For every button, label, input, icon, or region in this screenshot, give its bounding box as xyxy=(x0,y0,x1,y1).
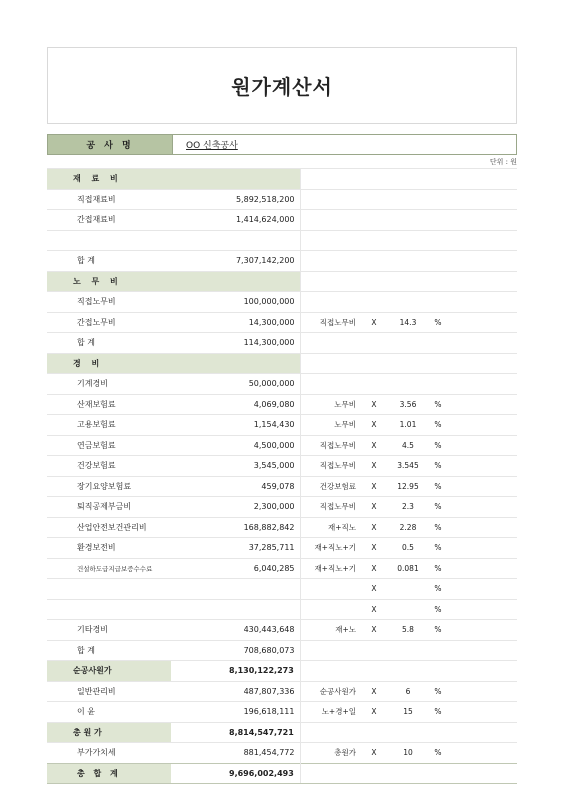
basis-cell[interactable]: 재+직노+기 xyxy=(300,558,360,579)
blank-cell xyxy=(448,415,517,436)
multiply-cell[interactable]: X xyxy=(360,579,388,600)
amount-cell[interactable] xyxy=(171,230,300,251)
project-row xyxy=(47,134,517,155)
table-row xyxy=(47,743,517,764)
table-row xyxy=(47,394,517,415)
percent-cell[interactable]: % xyxy=(428,743,448,764)
multiply-cell[interactable] xyxy=(360,640,388,661)
amount-cell[interactable]: 168,882,842 xyxy=(171,517,300,538)
basis-cell[interactable]: 재+노 xyxy=(300,620,360,641)
rate-cell[interactable]: 1.01 xyxy=(388,415,428,436)
percent-cell[interactable]: % xyxy=(428,415,448,436)
item-name[interactable]: 순공사원가 xyxy=(47,661,171,682)
blank-cell xyxy=(448,517,517,538)
amount-cell[interactable]: 708,680,073 xyxy=(171,640,300,661)
section-header-row xyxy=(47,169,517,190)
amount-cell[interactable]: 8,814,547,721 xyxy=(171,722,300,743)
blank-cell xyxy=(448,497,517,518)
amount-cell[interactable]: 881,454,772 xyxy=(171,743,300,764)
blank-cell xyxy=(448,271,517,292)
multiply-cell[interactable] xyxy=(360,374,388,395)
multiply-cell[interactable]: X xyxy=(360,702,388,723)
table-row xyxy=(47,476,517,497)
percent-cell[interactable]: % xyxy=(428,456,448,477)
title-box xyxy=(47,47,517,124)
basis-cell[interactable] xyxy=(300,333,360,354)
table-row xyxy=(47,517,517,538)
amount-cell[interactable]: 37,285,711 xyxy=(171,538,300,559)
item-name[interactable]: 합 계 xyxy=(47,333,171,354)
item-name[interactable]: 총 합 계 xyxy=(47,763,171,784)
table-row xyxy=(47,292,517,313)
multiply-cell[interactable]: X xyxy=(360,558,388,579)
basis-cell[interactable]: 재+직노 xyxy=(300,517,360,538)
percent-cell[interactable]: % xyxy=(428,312,448,333)
item-name[interactable]: 간접재료비 xyxy=(47,210,171,231)
item-name[interactable]: 간접노무비 xyxy=(47,312,171,333)
basis-cell[interactable] xyxy=(300,374,360,395)
item-name[interactable]: 기계경비 xyxy=(47,374,171,395)
blank-cell xyxy=(448,312,517,333)
basis-cell[interactable] xyxy=(300,353,360,374)
rate-cell[interactable] xyxy=(388,579,428,600)
unit-note: 단위 : 원 xyxy=(489,158,517,166)
rate-cell[interactable]: 10 xyxy=(388,743,428,764)
rate-cell[interactable]: 0.5 xyxy=(388,538,428,559)
multiply-cell[interactable]: X xyxy=(360,620,388,641)
amount-cell[interactable]: 1,154,430 xyxy=(171,415,300,436)
multiply-cell[interactable] xyxy=(360,251,388,272)
blank-cell xyxy=(448,292,517,313)
table-row xyxy=(47,620,517,641)
blank-cell xyxy=(448,640,517,661)
basis-cell[interactable] xyxy=(300,169,360,190)
item-name[interactable]: 노 무 비 xyxy=(47,271,171,292)
multiply-cell[interactable]: X xyxy=(360,599,388,620)
basis-cell[interactable] xyxy=(300,640,360,661)
basis-cell[interactable]: 총원가 xyxy=(300,743,360,764)
rate-cell[interactable] xyxy=(388,722,428,743)
blank-cell xyxy=(448,763,517,784)
basis-cell[interactable]: 순공사원가 xyxy=(300,681,360,702)
rate-cell[interactable] xyxy=(388,640,428,661)
rate-cell[interactable] xyxy=(388,292,428,313)
amount-cell[interactable]: 50,000,000 xyxy=(171,374,300,395)
basis-cell[interactable]: 재+직노+기 xyxy=(300,538,360,559)
table-row xyxy=(47,189,517,210)
basis-cell[interactable]: 직접노무비 xyxy=(300,435,360,456)
percent-cell[interactable]: % xyxy=(428,435,448,456)
basis-cell[interactable] xyxy=(300,230,360,251)
basis-cell[interactable]: 건강보험료 xyxy=(300,476,360,497)
amount-cell[interactable]: 487,807,336 xyxy=(171,681,300,702)
amount-cell[interactable] xyxy=(171,599,300,620)
rate-cell[interactable]: 3.545 xyxy=(388,456,428,477)
item-name[interactable]: 경 비 xyxy=(47,353,171,374)
multiply-cell[interactable] xyxy=(360,169,388,190)
percent-cell[interactable]: % xyxy=(428,538,448,559)
percent-cell[interactable]: % xyxy=(428,394,448,415)
table-row xyxy=(47,210,517,231)
item-name[interactable]: 기타경비 xyxy=(47,620,171,641)
basis-cell[interactable]: 직접노무비 xyxy=(300,312,360,333)
page-title: 원가계산서 xyxy=(231,75,333,99)
rate-cell[interactable]: 0.081 xyxy=(388,558,428,579)
basis-cell[interactable] xyxy=(300,210,360,231)
cost-table xyxy=(47,168,517,784)
amount-cell[interactable] xyxy=(171,579,300,600)
grand-total-row xyxy=(47,763,517,784)
multiply-cell[interactable] xyxy=(360,722,388,743)
multiply-cell[interactable]: X xyxy=(360,538,388,559)
amount-cell[interactable] xyxy=(171,271,300,292)
item-name[interactable]: 직접재료비 xyxy=(47,189,171,210)
amount-cell[interactable]: 9,696,002,493 xyxy=(171,763,300,784)
basis-cell[interactable] xyxy=(300,599,360,620)
rate-cell[interactable] xyxy=(388,763,428,784)
basis-cell[interactable] xyxy=(300,763,360,784)
rate-cell[interactable] xyxy=(388,271,428,292)
blank-cell xyxy=(448,230,517,251)
multiply-cell[interactable]: X xyxy=(360,497,388,518)
percent-cell[interactable] xyxy=(428,251,448,272)
amount-cell[interactable]: 7,307,142,200 xyxy=(171,251,300,272)
table-row xyxy=(47,374,517,395)
percent-cell[interactable] xyxy=(428,722,448,743)
item-name[interactable]: 합 계 xyxy=(47,640,171,661)
amount-cell[interactable]: 1,414,624,000 xyxy=(171,210,300,231)
blank-cell xyxy=(448,702,517,723)
percent-cell[interactable] xyxy=(428,292,448,313)
amount-cell[interactable]: 14,300,000 xyxy=(171,312,300,333)
table-row xyxy=(47,702,517,723)
basis-cell[interactable] xyxy=(300,251,360,272)
item-name[interactable]: 산재보험료 xyxy=(47,394,171,415)
table-row xyxy=(47,579,517,600)
multiply-cell[interactable]: X xyxy=(360,517,388,538)
rate-cell[interactable] xyxy=(388,230,428,251)
blank-cell xyxy=(448,743,517,764)
basis-cell[interactable] xyxy=(300,661,360,682)
amount-cell[interactable]: 5,892,518,200 xyxy=(171,189,300,210)
basis-cell[interactable]: 노+경+일 xyxy=(300,702,360,723)
blank-cell xyxy=(448,599,517,620)
table-row xyxy=(47,599,517,620)
rate-cell[interactable]: 2.28 xyxy=(388,517,428,538)
item-name[interactable]: 부가가치세 xyxy=(47,743,171,764)
blank-cell xyxy=(448,435,517,456)
subtotal-row xyxy=(47,661,517,682)
multiply-cell[interactable] xyxy=(360,763,388,784)
amount-cell[interactable]: 100,000,000 xyxy=(171,292,300,313)
percent-cell[interactable] xyxy=(428,353,448,374)
item-name[interactable]: 연금보험료 xyxy=(47,435,171,456)
multiply-cell[interactable]: X xyxy=(360,415,388,436)
item-name[interactable]: 환경보전비 xyxy=(47,538,171,559)
table-row xyxy=(47,312,517,333)
amount-cell[interactable]: 114,300,000 xyxy=(171,333,300,354)
item-name[interactable]: 재 료 비 xyxy=(47,169,171,190)
table-row xyxy=(47,456,517,477)
amount-cell[interactable]: 8,130,122,273 xyxy=(171,661,300,682)
multiply-cell[interactable]: X xyxy=(360,394,388,415)
blank-cell xyxy=(448,456,517,477)
subtotal-row xyxy=(47,722,517,743)
multiply-cell[interactable]: X xyxy=(360,476,388,497)
percent-cell[interactable] xyxy=(428,230,448,251)
percent-cell[interactable] xyxy=(428,374,448,395)
basis-cell[interactable] xyxy=(300,271,360,292)
basis-cell[interactable]: 노무비 xyxy=(300,394,360,415)
multiply-cell[interactable] xyxy=(360,189,388,210)
rate-cell[interactable] xyxy=(388,169,428,190)
blank-cell xyxy=(448,681,517,702)
rate-cell[interactable] xyxy=(388,599,428,620)
rate-cell[interactable]: 6 xyxy=(388,681,428,702)
rate-cell[interactable]: 2.3 xyxy=(388,497,428,518)
rate-cell[interactable]: 3.56 xyxy=(388,394,428,415)
table-row xyxy=(47,251,517,272)
section-header-row xyxy=(47,353,517,374)
percent-cell[interactable] xyxy=(428,640,448,661)
percent-cell[interactable]: % xyxy=(428,681,448,702)
multiply-cell[interactable] xyxy=(360,333,388,354)
multiply-cell[interactable]: X xyxy=(360,435,388,456)
amount-cell[interactable]: 6,040,285 xyxy=(171,558,300,579)
multiply-cell[interactable] xyxy=(360,271,388,292)
amount-cell[interactable]: 430,443,648 xyxy=(171,620,300,641)
project-value-cell[interactable] xyxy=(173,135,516,154)
rate-cell[interactable]: 5.8 xyxy=(388,620,428,641)
percent-cell[interactable]: % xyxy=(428,558,448,579)
blank-cell xyxy=(448,558,517,579)
amount-cell[interactable] xyxy=(171,169,300,190)
blank-cell xyxy=(448,374,517,395)
percent-cell[interactable]: % xyxy=(428,620,448,641)
rate-cell[interactable]: 4.5 xyxy=(388,435,428,456)
item-name[interactable]: 직접노무비 xyxy=(47,292,171,313)
amount-cell[interactable]: 196,618,111 xyxy=(171,702,300,723)
amount-cell[interactable]: 459,078 xyxy=(171,476,300,497)
blank-cell xyxy=(448,210,517,231)
rate-cell[interactable] xyxy=(388,661,428,682)
rate-cell[interactable]: 12.95 xyxy=(388,476,428,497)
amount-cell[interactable]: 3,545,000 xyxy=(171,456,300,477)
percent-cell[interactable]: % xyxy=(428,476,448,497)
percent-cell[interactable] xyxy=(428,763,448,784)
blank-cell xyxy=(448,333,517,354)
basis-cell[interactable]: 직접노무비 xyxy=(300,456,360,477)
rate-cell[interactable] xyxy=(388,210,428,231)
item-name[interactable]: 산업안전보건관리비 xyxy=(47,517,171,538)
amount-cell[interactable]: 4,069,080 xyxy=(171,394,300,415)
blank-cell xyxy=(448,169,517,190)
rate-cell[interactable]: 14.3 xyxy=(388,312,428,333)
blank-cell xyxy=(448,394,517,415)
table-row xyxy=(47,558,517,579)
multiply-cell[interactable] xyxy=(360,661,388,682)
amount-cell[interactable]: 2,300,000 xyxy=(171,497,300,518)
item-name[interactable] xyxy=(47,599,171,620)
table-row xyxy=(47,681,517,702)
item-name[interactable]: 일반관리비 xyxy=(47,681,171,702)
blank-cell xyxy=(448,722,517,743)
table-row xyxy=(47,415,517,436)
item-name[interactable]: 고용보험료 xyxy=(47,415,171,436)
amount-cell[interactable]: 4,500,000 xyxy=(171,435,300,456)
blank-cell xyxy=(448,353,517,374)
item-name[interactable]: 건강보험료 xyxy=(47,456,171,477)
percent-cell[interactable]: % xyxy=(428,599,448,620)
item-name[interactable]: 퇴직공제부금비 xyxy=(47,497,171,518)
percent-cell[interactable]: % xyxy=(428,579,448,600)
table-row xyxy=(47,497,517,518)
item-name[interactable]: 이 윤 xyxy=(47,702,171,723)
percent-cell[interactable]: % xyxy=(428,497,448,518)
multiply-cell[interactable] xyxy=(360,353,388,374)
basis-cell[interactable]: 직접노무비 xyxy=(300,497,360,518)
percent-cell[interactable] xyxy=(428,210,448,231)
multiply-cell[interactable]: X xyxy=(360,312,388,333)
percent-cell[interactable] xyxy=(428,189,448,210)
multiply-cell[interactable]: X xyxy=(360,743,388,764)
multiply-cell[interactable]: X xyxy=(360,456,388,477)
item-name[interactable] xyxy=(47,579,171,600)
blank-cell xyxy=(448,251,517,272)
table-row xyxy=(47,333,517,354)
percent-cell[interactable]: % xyxy=(428,702,448,723)
amount-cell[interactable] xyxy=(171,353,300,374)
basis-cell[interactable] xyxy=(300,292,360,313)
percent-cell[interactable] xyxy=(428,333,448,354)
basis-cell[interactable] xyxy=(300,189,360,210)
percent-cell[interactable] xyxy=(428,271,448,292)
percent-cell[interactable] xyxy=(428,169,448,190)
multiply-cell[interactable]: X xyxy=(360,681,388,702)
item-name[interactable]: 총 원 가 xyxy=(47,722,171,743)
blank-cell xyxy=(448,620,517,641)
section-header-row xyxy=(47,271,517,292)
project-name[interactable]: OO 신축공사 xyxy=(186,141,238,151)
blank-cell xyxy=(448,579,517,600)
rate-cell[interactable] xyxy=(388,251,428,272)
rate-cell[interactable] xyxy=(388,333,428,354)
blank-cell xyxy=(448,189,517,210)
rate-cell[interactable]: 15 xyxy=(388,702,428,723)
table-row xyxy=(47,538,517,559)
blank-cell xyxy=(448,476,517,497)
rate-cell[interactable] xyxy=(388,353,428,374)
table-row xyxy=(47,435,517,456)
rate-cell[interactable] xyxy=(388,374,428,395)
blank-cell xyxy=(448,661,517,682)
table-row xyxy=(47,640,517,661)
blank-cell xyxy=(448,538,517,559)
item-name[interactable]: 합 계 xyxy=(47,251,171,272)
table-row xyxy=(47,230,517,251)
multiply-cell[interactable] xyxy=(360,292,388,313)
basis-cell[interactable] xyxy=(300,722,360,743)
basis-cell[interactable]: 노무비 xyxy=(300,415,360,436)
item-name[interactable]: 장기요양보험료 xyxy=(47,476,171,497)
rate-cell[interactable] xyxy=(388,189,428,210)
basis-cell[interactable] xyxy=(300,579,360,600)
multiply-cell[interactable] xyxy=(360,230,388,251)
percent-cell[interactable] xyxy=(428,661,448,682)
item-name[interactable] xyxy=(47,230,171,251)
multiply-cell[interactable] xyxy=(360,210,388,231)
percent-cell[interactable]: % xyxy=(428,517,448,538)
project-label: 공 사 명 xyxy=(48,135,173,154)
item-name[interactable]: 건설하도급지급보증수수료 xyxy=(47,558,171,579)
